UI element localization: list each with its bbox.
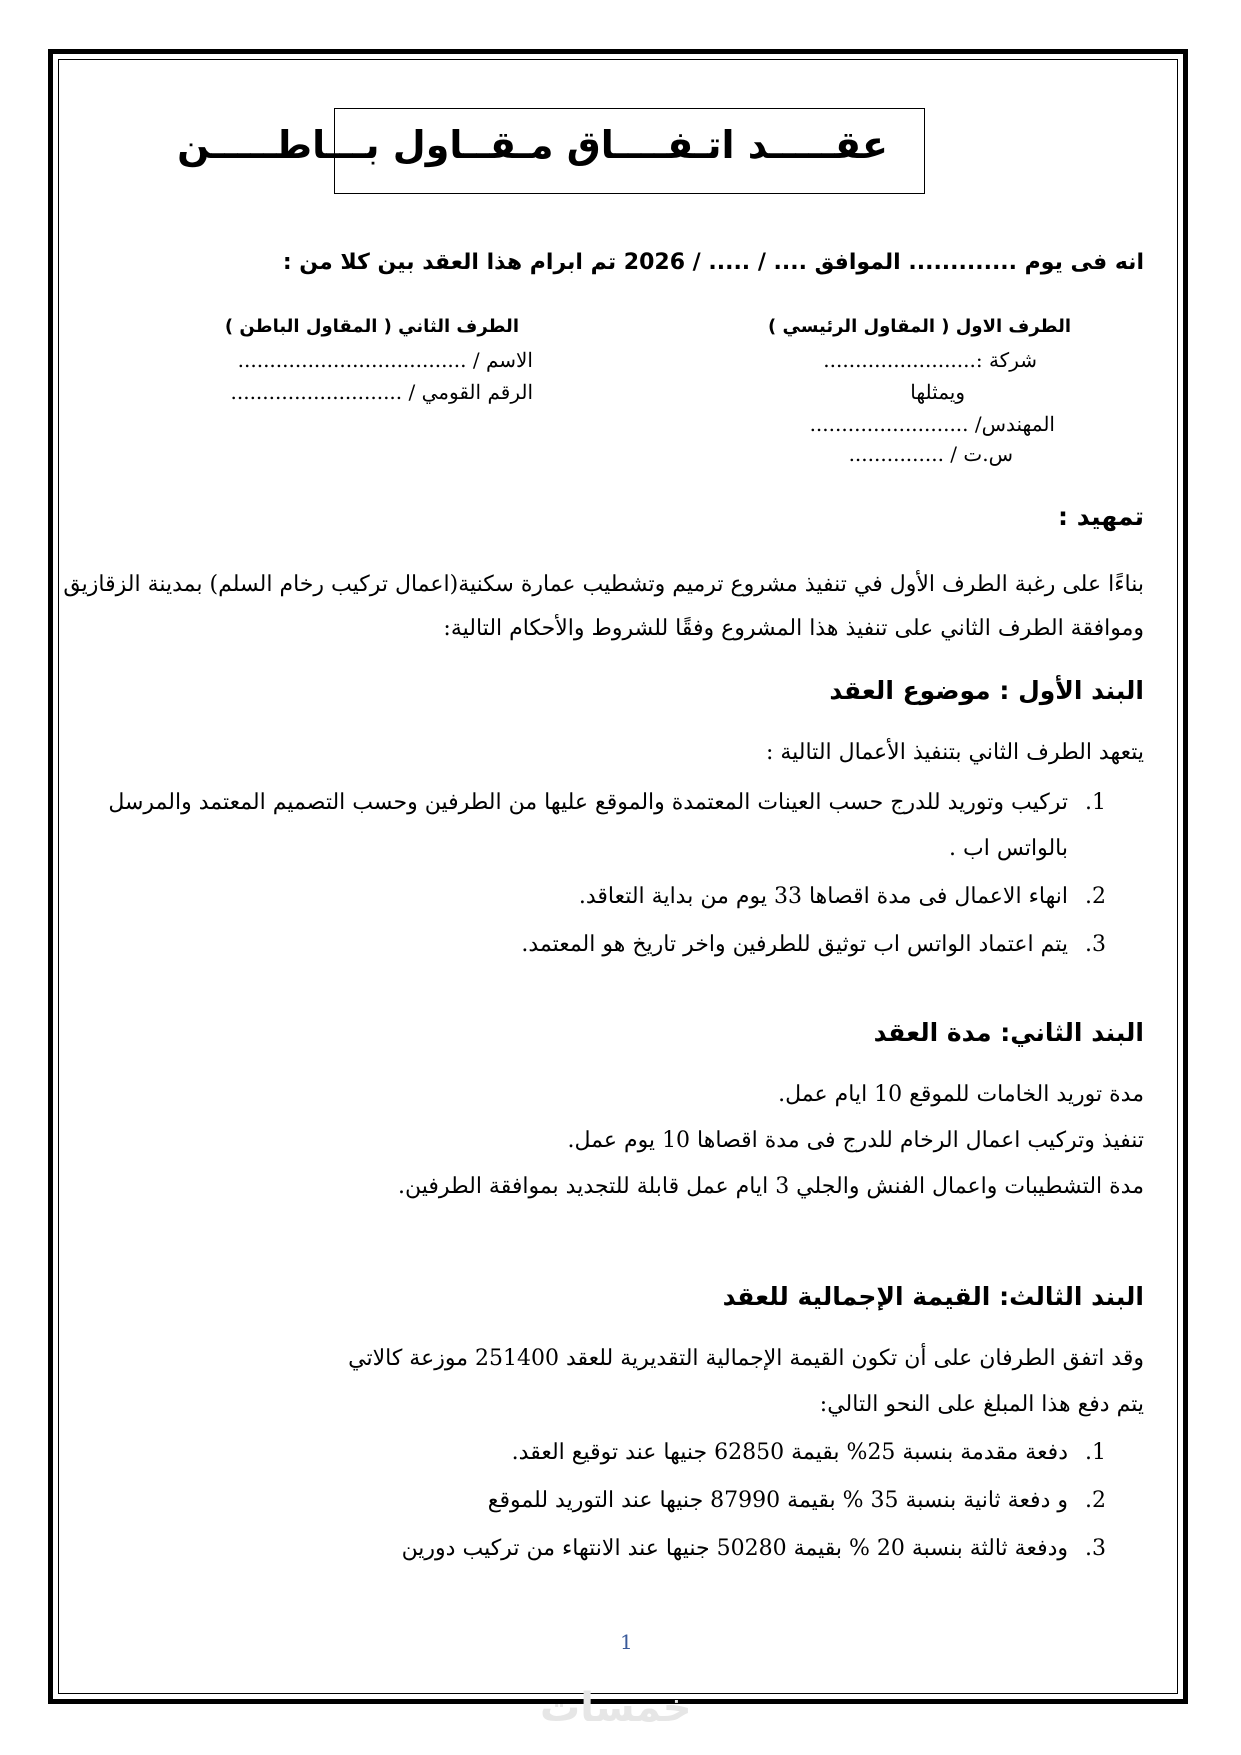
clause2-line2: تنفيذ وتركيب اعمال الرخام للدرج فى مدة اقصاها 10 يوم عمل.	[567, 1128, 1144, 1153]
clause3-line2: يتم دفع هذا المبلغ على النحو التالي:	[819, 1392, 1144, 1417]
item-number: 2.	[1085, 884, 1106, 909]
party1-represented: ويمثلها	[910, 380, 965, 404]
title-box	[177, 108, 925, 194]
party1-engineer: المهندس/ .........................	[809, 412, 1055, 436]
item-number: 3.	[1085, 932, 1106, 957]
item-number: 2.	[1085, 1488, 1106, 1513]
clause1-item-2	[579, 884, 1106, 909]
party2-name: الاسم / ....................................	[237, 348, 533, 372]
clause2-heading: البند الثاني: مدة العقد	[873, 1018, 1144, 1047]
clause3-heading: البند الثالث: القيمة الإجمالية للعقد	[722, 1282, 1144, 1311]
contract-title: عقـــــد اتـفــــاق مـقــاول بـــاطـــــن	[177, 123, 888, 167]
item-number: 3.	[1085, 1536, 1106, 1561]
party1-heading: الطرف الاول ( المقاول الرئيسي )	[767, 316, 1071, 337]
clause3-item-3	[402, 1536, 1106, 1561]
intro-line: انه فى يوم ............. الموافق .... / ..... / 2026 تم ابرام هذا العقد بين كلا من :	[282, 250, 1144, 275]
clause1-item-1	[108, 790, 1106, 815]
item-number: 1.	[1085, 790, 1106, 815]
item-text: يتم اعتماد الواتس اب توثيق للطرفين واخر تاريخ هو المعتمد.	[521, 932, 1068, 957]
preamble-line1: بناءًا على رغبة الطرف الأول في تنفيذ مشروع ترميم وتشطيب عمارة سكنية(اعمال تركيب رخام السلم) بمدينة الزقازيق	[63, 572, 1144, 597]
preamble-heading: تمهيد :	[1058, 502, 1144, 531]
clause3-line1: وقد اتفق الطرفان على أن تكون القيمة الإجمالية التقديرية للعقد 251400 موزعة كالاتي	[348, 1346, 1144, 1371]
item-text: انهاء الاعمال فى مدة اقصاها 33 يوم من بداية التعاقد.	[578, 884, 1068, 909]
clause1-item-1-cont	[949, 836, 1068, 861]
item-text: ودفعة ثالثة بنسبة 20 % بقيمة 50280 جنيها عند الانتهاء من تركيب دورين	[401, 1536, 1068, 1561]
party2-heading: الطرف الثاني ( المقاول الباطن )	[224, 316, 519, 337]
item-number: 1.	[1085, 1440, 1106, 1465]
item-text: و دفعة ثانية بنسبة 35 % بقيمة 87990 جنيها عند التوريد للموقع	[487, 1488, 1068, 1513]
clause1-heading: البند الأول : موضوع العقد	[829, 676, 1144, 705]
party1-cr: س.ت / ...............	[848, 442, 1013, 466]
item-text: بالواتس اب .	[949, 836, 1068, 861]
page-number: 1	[620, 1630, 633, 1654]
clause2-line3: مدة التشطيبات واعمال الفنش والجلي 3 ايام عمل قابلة للتجديد بموافقة الطرفين.	[398, 1174, 1144, 1199]
clause2-line1: مدة توريد الخامات للموقع 10 ايام عمل.	[778, 1082, 1144, 1107]
clause1-lead: يتعهد الطرف الثاني بتنفيذ الأعمال التالية :	[765, 740, 1144, 765]
clause3-item-1	[512, 1440, 1106, 1465]
clause1-item-3	[521, 932, 1106, 957]
item-text: تركيب وتوريد للدرج حسب العينات المعتمدة والموقع عليها من الطرفين وحسب التصميم المعتمد والمرسل	[108, 790, 1068, 815]
party2-national-id: الرقم القومي / ...........................	[230, 380, 533, 404]
clause3-item-2	[488, 1488, 1106, 1513]
preamble-line2: وموافقة الطرف الثاني على تنفيذ هذا المشروع وفقًا للشروط والأحكام التالية:	[443, 616, 1144, 641]
party1-company: شركة :........................	[823, 348, 1037, 372]
item-text: دفعة مقدمة بنسبة 25% بقيمة 62850 جنيها عند توقيع العقد.	[511, 1440, 1068, 1465]
watermark: خمسات	[540, 1685, 692, 1731]
